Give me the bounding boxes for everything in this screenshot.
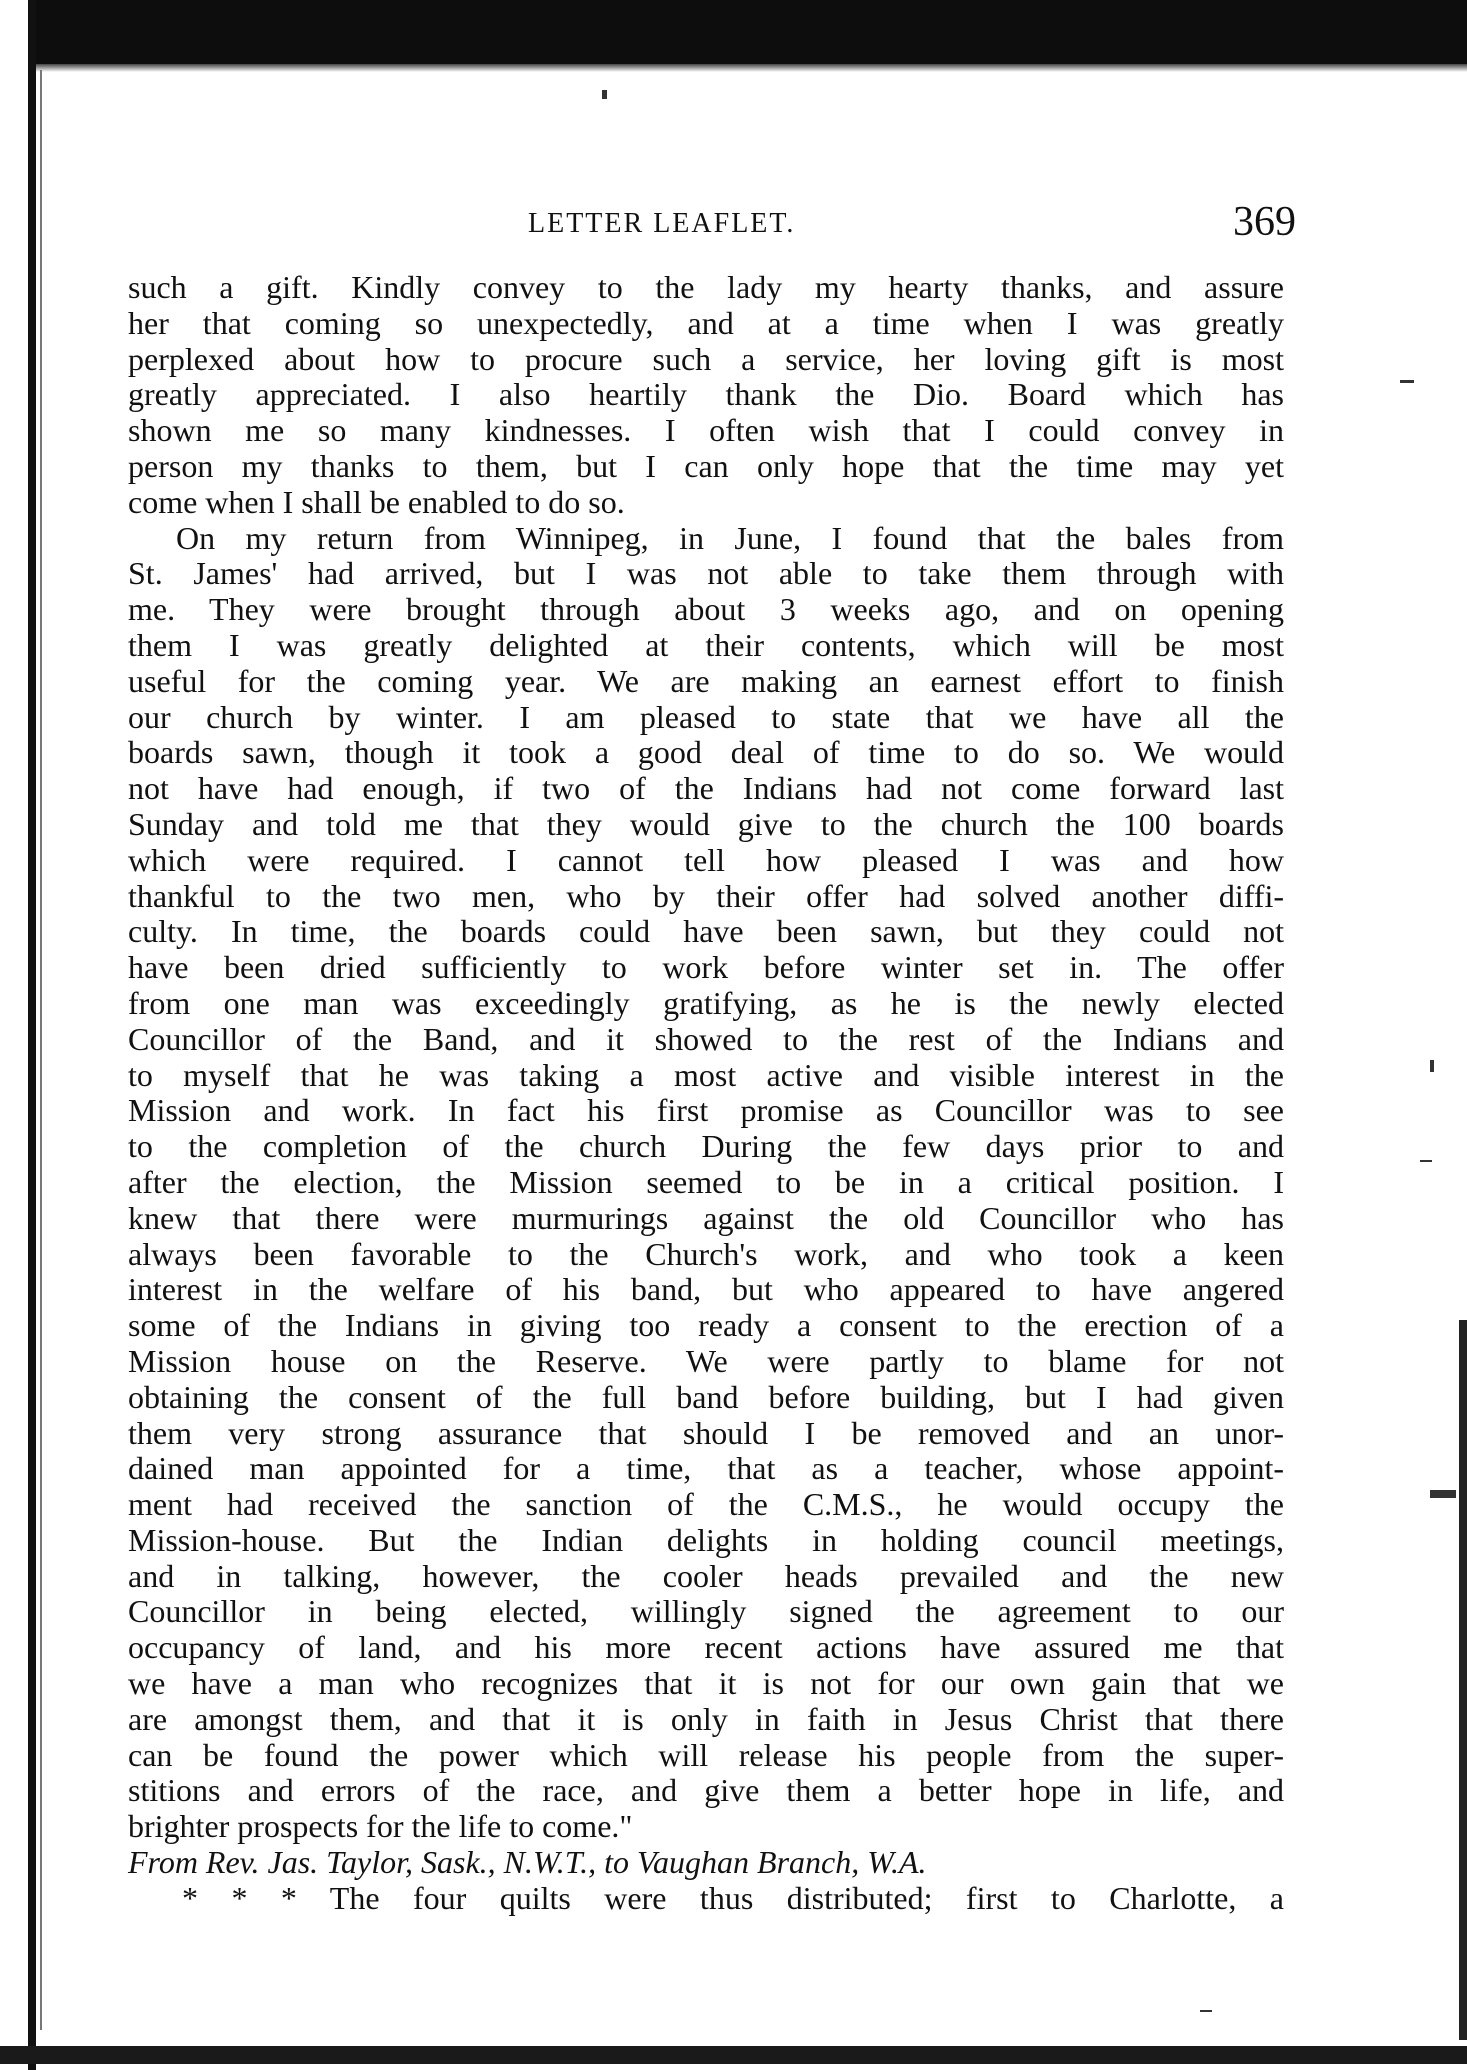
text-line: after the election, the Mission seemed to be in a critical position. I bbox=[128, 1163, 1284, 1200]
text-line: perplexed about how to procure such a service, her loving gift is most bbox=[128, 340, 1284, 377]
text-line: stitions and errors of the race, and give them a better hope in life, and bbox=[128, 1772, 1284, 1809]
text-line: me. They were brought through about 3 weeks ago, and on opening bbox=[128, 591, 1284, 628]
text-line: * * * The four quilts were thus distributed; first to Charlotte, a bbox=[182, 1879, 1284, 1916]
text-line: On my return from Winnipeg, in June, I found that the bales from bbox=[176, 519, 1284, 556]
text-line: obtaining the consent of the full band before building, but I had given bbox=[128, 1378, 1284, 1415]
text-line: not have had enough, if two of the Indians had not come forward last bbox=[128, 770, 1284, 807]
scan-top-shadow bbox=[28, 64, 1467, 72]
text-line: Mission-house. But the Indian delights in holding council meetings, bbox=[128, 1521, 1284, 1558]
text-line: knew that there were murmurings against the old Councillor who has bbox=[128, 1199, 1284, 1236]
scan-speck bbox=[602, 90, 607, 99]
text-line: brighter prospects for the life to come." bbox=[128, 1808, 633, 1845]
text-line: to the completion of the church During the few days prior to and bbox=[128, 1128, 1284, 1165]
page-header bbox=[128, 199, 1296, 254]
text-line: are amongst them, and that it is only in faith in Jesus Christ that there bbox=[128, 1700, 1284, 1737]
text-line: some of the Indians in giving too ready a consent to the erection of a bbox=[128, 1307, 1284, 1344]
text-line: such a gift. Kindly convey to the lady my hearty thanks, and assure bbox=[128, 269, 1284, 305]
text-line: can be found the power which will release his people from the super- bbox=[128, 1736, 1284, 1773]
text-line: thankful to the two men, who by their offer had solved another diffi- bbox=[128, 877, 1284, 914]
running-head: LETTER LEAFLET. bbox=[528, 208, 796, 239]
text-line: them very strong assurance that should I be removed and an unor- bbox=[128, 1414, 1284, 1451]
text-line: occupancy of land, and his more recent actions have assured me that bbox=[128, 1629, 1284, 1666]
scan-bottom-border bbox=[0, 2046, 1467, 2064]
text-line: interest in the welfare of his band, but who appeared to have angered bbox=[128, 1271, 1284, 1308]
text-line: Mission and work. In fact his first promise as Councillor was to see bbox=[128, 1092, 1284, 1129]
text-line: boards sawn, though it took a good deal of time to do so. We would bbox=[128, 734, 1284, 771]
text-line: come when I shall be enabled to do so. bbox=[128, 483, 625, 520]
text-line: and in talking, however, the cooler heads prevailed and the new bbox=[128, 1557, 1284, 1594]
text-line: ment had received the sanction of the C.M.S., he would occupy the bbox=[128, 1486, 1284, 1523]
scan-left-inner-rule bbox=[40, 70, 42, 2030]
text-line: useful for the coming year. We are making an earnest effort to finish bbox=[128, 662, 1284, 699]
text-line: St. James' had arrived, but I was not able to take them through with bbox=[128, 555, 1284, 592]
text-line: shown me so many kindnesses. I often wish that I could convey in bbox=[128, 412, 1284, 449]
scan-speck bbox=[1430, 1490, 1456, 1498]
text-line: her that coming so unexpectedly, and at a time when I was greatly bbox=[128, 304, 1284, 341]
scan-speck bbox=[1200, 2010, 1212, 2012]
attribution: From Rev. Jas. Taylor, Sask., N.W.T., to Vaughan Branch, W.A. bbox=[128, 1844, 927, 1881]
text-line: them I was greatly delighted at their contents, which will be most bbox=[128, 626, 1284, 663]
text-line: our church by winter. I am pleased to state that we have all the bbox=[128, 698, 1284, 735]
scan-left-border bbox=[28, 0, 36, 2070]
scan-speck bbox=[1420, 1160, 1432, 1162]
text-line: dained man appointed for a time, that as a teacher, whose appoint- bbox=[128, 1450, 1284, 1487]
scan-right-edge bbox=[1459, 1320, 1467, 2040]
text-line: greatly appreciated. I also heartily thank the Dio. Board which has bbox=[128, 376, 1284, 413]
text-line: have been dried sufficiently to work before winter set in. The offer bbox=[128, 949, 1284, 986]
text-line: culty. In time, the boards could have been sawn, but they could not bbox=[128, 913, 1284, 950]
text-line: Mission house on the Reserve. We were partly to blame for not bbox=[128, 1342, 1284, 1379]
scan-speck bbox=[1400, 380, 1414, 383]
text-line: to myself that he was taking a most active and visible interest in the bbox=[128, 1056, 1284, 1093]
scan-top-border bbox=[28, 0, 1467, 64]
text-line: which were required. I cannot tell how pleased I was and how bbox=[128, 841, 1284, 878]
text-line: Sunday and told me that they would give to the church the 100 boards bbox=[128, 805, 1284, 842]
text-line: from one man was exceedingly gratifying, as he is the newly elected bbox=[128, 984, 1284, 1021]
text-line: Councillor of the Band, and it showed to the rest of the Indians and bbox=[128, 1020, 1284, 1057]
scan-speck bbox=[1430, 1060, 1434, 1072]
text-line: always been favorable to the Church's work, and who took a keen bbox=[128, 1235, 1284, 1272]
body-text bbox=[128, 270, 1284, 1917]
page-number: 369 bbox=[1233, 199, 1296, 245]
text-line: we have a man who recognizes that it is not for our own gain that we bbox=[128, 1665, 1284, 1702]
text-line: Councillor in being elected, willingly signed the agreement to our bbox=[128, 1593, 1284, 1630]
text-line: person my thanks to them, but I can only hope that the time may yet bbox=[128, 447, 1284, 484]
